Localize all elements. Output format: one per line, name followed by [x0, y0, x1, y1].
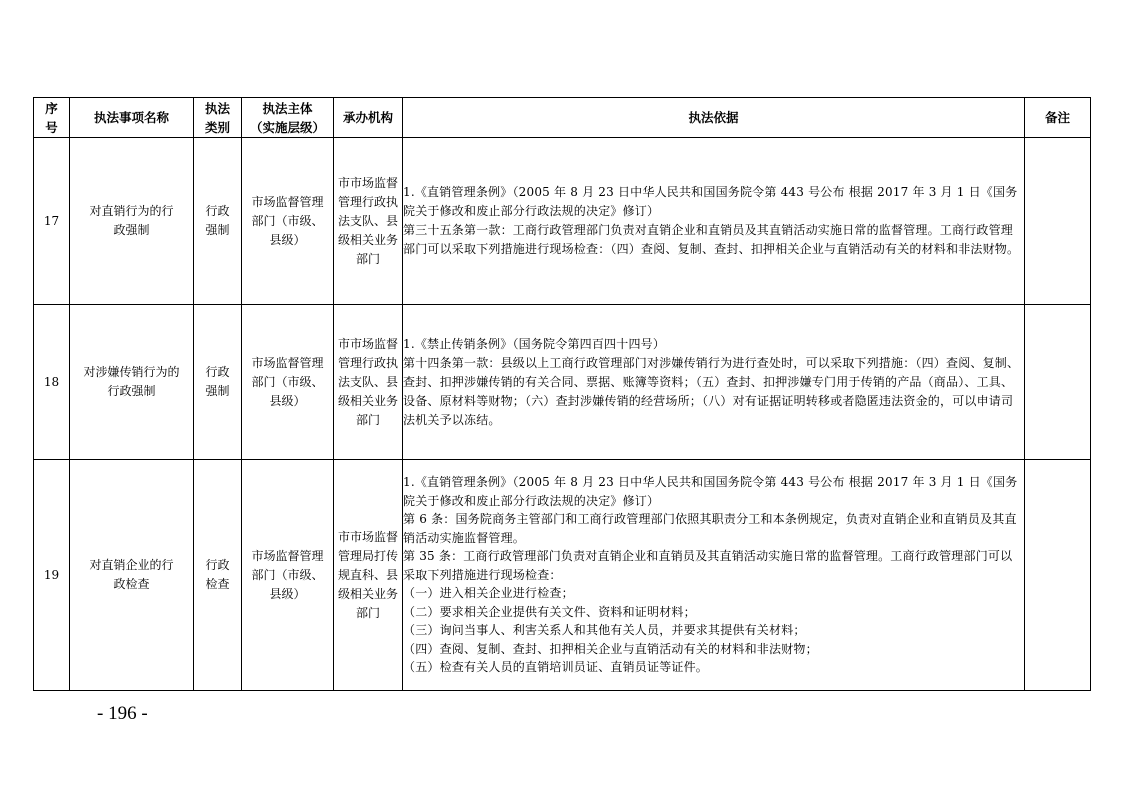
row-name: 对直销企业的行政检查	[70, 460, 194, 691]
header-note: 备注	[1025, 98, 1091, 138]
basis-line: 第 35 条：工商行政管理部门负责对直销企业和直销员及其直销活动实施日常的监督管理。工商行政管理部门可以采取下列措施进行现场检查：	[403, 549, 1013, 582]
row-seq: 19	[34, 460, 70, 691]
basis-line: 1.《直销管理条例》（2005 年 8 月 23 日中华人民共和国国务院令第 443 号公布 根据 2017 年 3 月 1 日《国务院关于修改和废止部分行政法规的决定》修订）	[403, 475, 1018, 508]
row-note	[1025, 460, 1091, 691]
row-type: 行政强制	[194, 305, 242, 460]
row-basis	[403, 460, 1025, 691]
basis-line: （五）检查有关人员的直销培训员证、直销员证等证件。	[403, 660, 709, 675]
row-name: 对涉嫌传销行为的行政强制	[70, 305, 194, 460]
header-subject: 执法主体 （实施层级）	[242, 98, 334, 138]
row-org: 市市场监督管理局打传规直科、县级相关业务部门	[334, 460, 403, 691]
header-name: 执法事项名称	[70, 98, 194, 138]
basis-line: （三）询问当事人、利害关系人和其他有关人员，并要求其提供有关材料；	[403, 623, 806, 638]
basis-line: 1.《直销管理条例》（2005 年 8 月 23 日中华人民共和国国务院令第 443 号公布 根据 2017 年 3 月 1 日《国务院关于修改和废止部分行政法规的决定》修订）	[403, 185, 1018, 218]
header-basis: 执法依据	[403, 98, 1025, 138]
row-note	[1025, 138, 1091, 305]
row-type: 行政检查	[194, 460, 242, 691]
row-seq: 18	[34, 305, 70, 460]
basis-line: （四）查阅、复制、查封、扣押相关企业与直销活动有关的材料和非法财物；	[403, 641, 818, 656]
basis-line: 1.《禁止传销条例》（国务院令第四百四十四号）	[403, 336, 666, 351]
row-subject: 市场监督管理部门（市级、县级）	[242, 138, 334, 305]
header-seq: 序 号	[34, 98, 70, 138]
basis-line: 第十四条第一款：县级以上工商行政管理部门对涉嫌传销行为进行查处时，可以采取下列措施：（四）查阅、复制、查封、扣押涉嫌传销的有关合同、票据、账簿等资料；（五）查封、扣押涉嫌专门用于传销的产品（商品）、工具、设备、原材料等财物；（六）查封涉嫌传销的经营场所；（八）对有证据证明转移或者隐匿违法资金的，可以申请司法机关予以冻结。	[403, 355, 1020, 427]
table-row	[34, 460, 1091, 691]
row-subject: 市场监督管理部门（市级、县级）	[242, 305, 334, 460]
header-type: 执法 类别	[194, 98, 242, 138]
row-subject: 市场监督管理部门（市级、县级）	[242, 460, 334, 691]
row-seq: 17	[34, 138, 70, 305]
basis-line: 第 6 条：国务院商务主管部门和工商行政管理部门依照其职责分工和本条例规定，负责对直销企业和直销员及其直销活动实施监督管理。	[403, 512, 1017, 545]
row-name: 对直销行为的行政强制	[70, 138, 194, 305]
row-basis	[403, 138, 1025, 305]
row-org: 市市场监督管理行政执法支队、县级相关业务部门	[334, 138, 403, 305]
basis-line: 第三十五条第一款：工商行政管理部门负责对直销企业和直销员及其直销活动实施日常的监督管理。工商行政管理部门可以采取下列措施进行现场检查：（四）查阅、复制、查封、扣押相关企业与直销活动有关的材料和非法财物。	[403, 223, 1020, 256]
header-row	[34, 98, 1091, 138]
row-type: 行政强制	[194, 138, 242, 305]
basis-line: （二）要求相关企业提供有关文件、资料和证明材料；	[403, 604, 696, 619]
header-org: 承办机构	[334, 98, 403, 138]
row-basis	[403, 305, 1025, 460]
table-row	[34, 305, 1091, 460]
row-org: 市市场监督管理行政执法支队、县级相关业务部门	[334, 305, 403, 460]
page-number: - 196 -	[97, 703, 148, 724]
basis-line: （一）进入相关企业进行检查；	[403, 586, 574, 601]
table-row	[34, 138, 1091, 305]
row-note	[1025, 305, 1091, 460]
enforcement-table	[33, 97, 1091, 691]
